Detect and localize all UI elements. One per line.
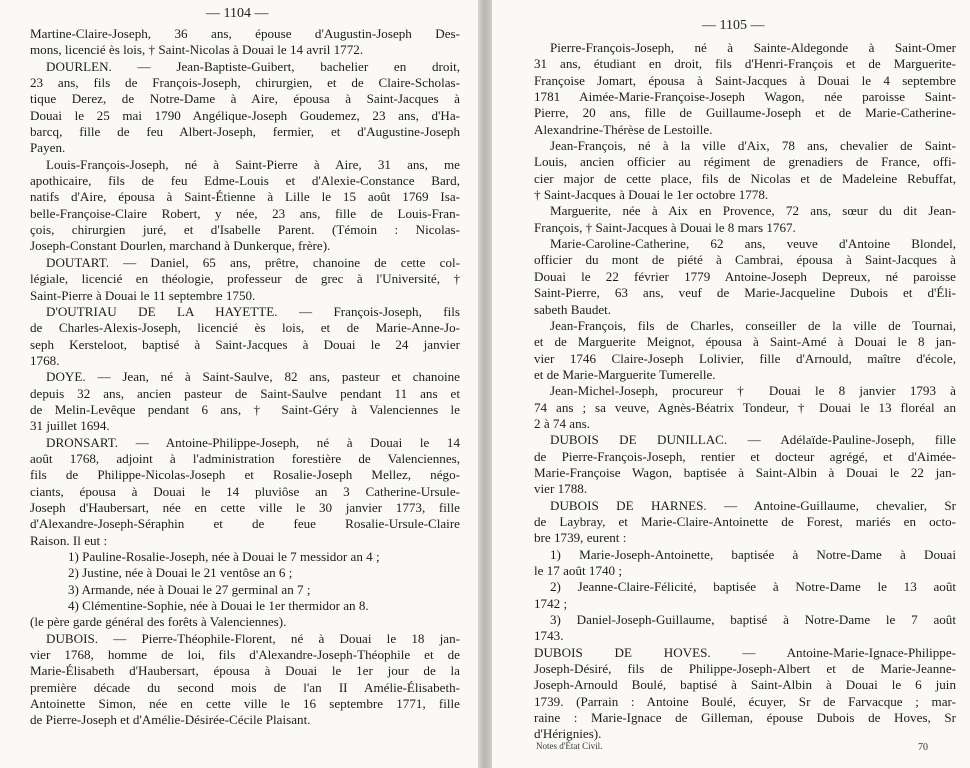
text-line: vier 1788. (534, 481, 588, 497)
text-line: d'Alexandre-Joseph-Séraphin et de feue Rosalie-Ursule-Claire (30, 516, 460, 532)
text-line: Jean-Michel-Joseph, procureur † Douai le 8 janvier 1793 à (550, 383, 956, 399)
text-line: natifs d'Aire, épousa à Saint-Étienne à Lille le 15 août 1769 Isa- (30, 189, 460, 205)
text-line: Pierre-François-Joseph, né à Sainte-Aldegonde à Saint-Omer (550, 40, 956, 55)
text-line: Raison. Il eut : (30, 532, 108, 548)
text-line: de Pierre-Joseph et d'Amélie-Désirée-Cécile Plaisant. (30, 712, 311, 728)
text-line: d'Hérignies). (534, 726, 602, 742)
text-line: Alexandrine-Thérèse de Lestoille. (534, 121, 713, 137)
list-item: 4) Clémentine-Sophie, née à Douai le 1er thermidor an 8. (68, 598, 369, 614)
text-line: cier major de cette place, fils de Nicolas et de Madeleine Rebuffat, (534, 170, 956, 186)
text-line: bre 1739, eurent : (534, 530, 627, 546)
text-line: depuis 32 ans, ancien pasteur de Saint-Saulve pendant 11 ans et (30, 385, 460, 401)
text-line: DUBOIS DE HARNES. — Antoine-Guillaume, chevalier, Sr (550, 497, 956, 513)
text-line: août 1768, adjoint à l'administration forestière de Valenciennes, (30, 450, 460, 466)
footer-note: Notes d'État Civil. (536, 741, 603, 751)
text-line: légiale, licencié en théologie, professeur de grec à l'Université, † (30, 271, 460, 287)
text-line: François, † Saint-Jacques à Douai le 8 mars 1767. (534, 219, 796, 235)
text-line: fils de Philippe-Nicolas-Joseph et Rosalie-Joseph Mellez, négo- (30, 467, 460, 483)
text-line: Louis, ancien officier au régiment de grenadiers de France, offi- (534, 154, 956, 170)
text-line: seph Kersteloot, baptisé à Saint-Jacques à Douai le 24 janvier (30, 336, 460, 352)
text-line: de Pierre-François-Joseph, rentier et docteur agrégé, et d'Aimée- (534, 448, 956, 464)
text-line: belle-Françoise-Claire Robert, y née, 23 ans, fille de Louis-Fran- (30, 205, 460, 221)
text-line: 31 juillet 1694. (30, 418, 110, 434)
text-line: Joseph-Constant Dourlen, marchand à Dunkerque, frère). (30, 238, 331, 254)
text-line: de Laybray, et Marie-Claire-Antoinette de Forest, mariés en octo- (534, 513, 956, 529)
text-line: DOUTART. — Daniel, 65 ans, prêtre, chanoine de cette col- (46, 254, 460, 270)
list-item: 1) Marie-Joseph-Antoinette, baptisée à Notre-Dame à Douai (550, 546, 956, 562)
text-line: 2 à 74 ans. (534, 415, 591, 431)
text-line: DOURLEN. — Jean-Baptiste-Guibert, bachelier en droit, (46, 58, 460, 74)
text-line: barcq, fille de feu Albert-Joseph, fermier, et d'Augustine-Joseph (30, 124, 460, 140)
text-line: 31 ans, étudiant en droit, fils d'Henri-François et de Marguerite- (534, 56, 956, 72)
text-line: DUBOIS DE HOVES. — Antoine-Marie-Ignace-Philippe- (534, 644, 956, 660)
text-line: Martine-Claire-Joseph, 36 ans, épouse d'Augustin-Joseph Des- (30, 26, 460, 41)
text-line: sabeth Baudet. (534, 301, 612, 317)
text-line: Marie-Caroline-Catherine, 62 ans, veuve d'Antoine Blondel, (550, 236, 956, 252)
text-line: 1781 Aimée-Marie-Françoise-Joseph Wagon, née paroisse Saint- (534, 89, 956, 105)
text-line: officier du mont de piété à Cambrai, épousa à Saint-Jacques à (534, 252, 956, 268)
text-line: 1739. (Parrain : Antoine Boulé, écuyer, Sr de Farvacque ; mar- (534, 693, 956, 709)
right-page-text (534, 40, 956, 743)
list-item: 1) Pauline-Rosalie-Joseph, née à Douai le 7 messidor an 4 ; (68, 549, 380, 564)
text-line: Payen. (30, 140, 66, 156)
text-line: çois, chirurgien juré, et d'Isabelle Parent. (Témoin : Nicolas- (30, 222, 460, 238)
text-line: Antoinette Simon, née en cette ville le 16 septembre 1771, fille (30, 696, 460, 712)
text-line: Marie-Françoise Wagon, baptisée à Saint-Albin à Douai le 22 jan- (534, 464, 956, 480)
text-line: tique Derez, de Notre-Dame à Aire, épousa à Saint-Jacques à (30, 91, 460, 107)
text-line: Douai le 22 février 1779 Antoine-Joseph Depreux, né paroisse (534, 268, 956, 284)
text-line: D'OUTRIAU DE LA HAYETTE. — François-Joseph, fils (46, 303, 460, 319)
text-line: vier 1746 Claire-Joseph Lolivier, fille d'Arnould, maître d'école, (534, 350, 956, 366)
text-line: et de Marie-Marguerite Tumerelle. (534, 366, 716, 382)
text-line: Pierre, 20 ans, fille de Guillaume-Joseph et de Marie-Catherine- (534, 105, 956, 121)
text-line: Jean-François, né à la ville d'Aix, 78 ans, chevalier de Saint- (550, 138, 956, 154)
list-item: 3) Daniel-Joseph-Guillaume, baptisé à Notre-Dame le 7 août (550, 612, 956, 628)
text-line: Louis-François-Joseph, né à Saint-Pierre à Aire, 31 ans, me (46, 156, 460, 172)
left-page (0, 0, 478, 768)
text-line: apothicaire, fils de feu Edme-Louis et d'Alexie-Constance Bard, (30, 173, 460, 189)
list-item: 2) Justine, née à Douai le 21 ventôse an 6 ; (68, 565, 293, 581)
text-line: 74 ans ; sa veuve, Agnès-Béatrix Tondeur, † Douai le 13 floréal an (534, 399, 956, 415)
text-line: Joseph-Désiré, fils de Philippe-Joseph-Albert et de Marie-Jeanne- (534, 661, 956, 677)
footer-number: 70 (918, 742, 928, 753)
text-line: ciants, épousa à Douai le 14 pluviôse an 3 Catherine-Ursule- (30, 483, 460, 499)
list-item: le 17 août 1740 ; (534, 563, 623, 578)
text-line: DOYE. — Jean, né à Saint-Saulve, 82 ans, pasteur et chanoine (46, 369, 460, 385)
text-line: Joseph d'Haubersart, née en cette ville le 30 janvier 1773, fille (30, 499, 460, 515)
text-line: de Charles-Alexis-Joseph, licencié ès lois, et de Marie-Anne-Jo- (30, 320, 460, 336)
list-item: 1743. (534, 628, 564, 644)
text-line: DUBOIS DE DUNILLAC. — Adélaïde-Pauline-Joseph, fille (550, 432, 956, 448)
page-number: — 1105 — (702, 18, 765, 33)
text-line: première décade du second mois de l'an II Amélie-Élisabeth- (30, 679, 460, 695)
text-line: 23 ans, fils de François-Joseph, chirurgien, et de Claire-Scholas- (30, 75, 460, 91)
text-line: Françoise Jomart, épousa à Saint-Jacques à Douai le 4 septembre (534, 72, 956, 88)
text-line: 1768. (30, 352, 60, 368)
text-line: de Melin-Levêque pendant 6 ans, † Saint-Géry à Valenciennes le (30, 401, 460, 417)
text-line: DRONSART. — Antoine-Philippe-Joseph, né à Douai le 14 (46, 434, 460, 450)
list-item: 1742 ; (534, 595, 568, 611)
book-gutter (478, 0, 492, 768)
text-line: et de Marguerite Meignot, épousa à Saint-Amé à Douai le 8 jan- (534, 334, 956, 350)
text-line: (le père garde général des forêts à Valenciennes). (30, 614, 287, 630)
text-line: Marguerite, née à Aix en Provence, 72 ans, sœur du dit Jean- (550, 203, 956, 219)
text-line: † Saint-Jacques à Douai le 1er octobre 1778. (534, 187, 769, 203)
text-line: Saint-Pierre, 63 ans, veuf de Marie-Jacqueline Dubois et d'Éli- (534, 285, 956, 301)
text-line: Douai le 25 mai 1790 Angélique-Joseph Goudemez, 23 ans, d'Ha- (30, 107, 460, 123)
list-item: 3) Armande, née à Douai le 27 germinal an 7 ; (68, 581, 311, 597)
text-line: Marie-Élisabeth d'Haubersart, épousa à Douai le 1er jour de la (30, 663, 460, 679)
text-line: Jean-François, fils de Charles, conseiller de la ville de Tournai, (550, 317, 956, 333)
right-page (492, 0, 970, 768)
text-line: mons, licencié ès lois, † Saint-Nicolas à Douai le 14 avril 1772. (30, 42, 364, 58)
text-line: raine : Marie-Ignace de Gilleman, épouse Dubois de Hoves, Sr (534, 710, 956, 726)
page-number: — 1104 — (206, 6, 269, 21)
text-line: vier 1768, homme de loi, fils d'Alexandre-Joseph-Théophile et de (30, 647, 460, 663)
text-line: Saint-Pierre à Douai le 11 septembre 1750. (30, 287, 256, 303)
list-item: 2) Jeanne-Claire-Félicité, baptisée à Notre-Dame le 13 août (550, 579, 956, 595)
text-line: Joseph-Arnould Boulé, baptisé à Saint-Albin à Douai le 6 juin (534, 677, 956, 693)
text-line: DUBOIS. — Pierre-Théophile-Florent, né à Douai le 18 jan- (46, 630, 460, 646)
left-page-text (30, 26, 460, 729)
